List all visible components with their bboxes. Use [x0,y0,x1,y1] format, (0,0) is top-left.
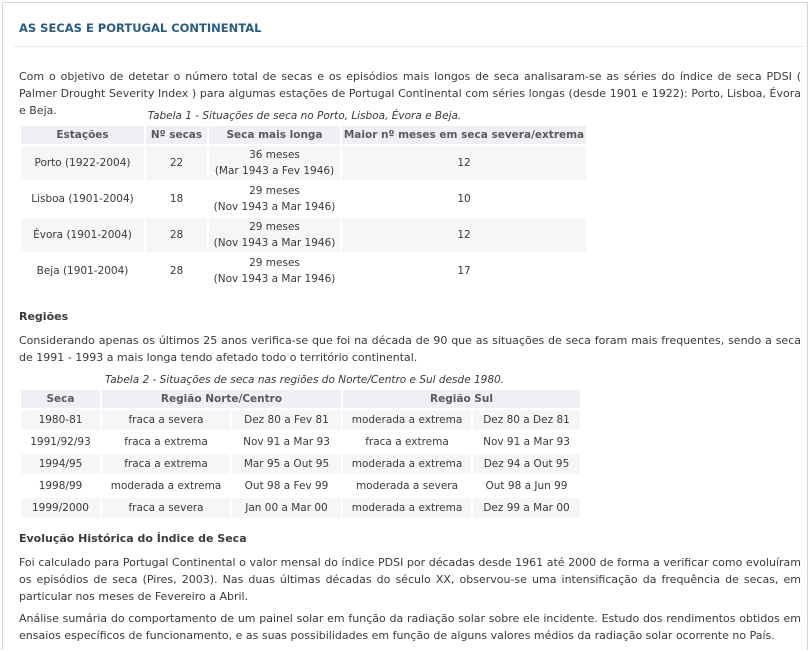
nc-period-cell: Nov 91 a Mar 93 [232,432,341,452]
south-period-cell: Dez 80 a Dez 81 [473,410,580,430]
longest-period: (Nov 1943 a Mar 1946) [213,237,336,249]
count-cell: 18 [146,182,207,216]
south-intensity-cell: fraca a extrema [343,432,471,452]
column-header-stations: Estações [21,126,144,144]
seca-cell: 1998/99 [21,476,100,496]
count-cell: 28 [146,218,207,252]
nc-intensity-cell: fraca a extrema [102,454,230,474]
months-cell: 17 [342,254,586,288]
longest-period: (Mar 1943 a Fev 1946) [214,165,335,177]
longest-period: (Nov 1943 a Mar 1946) [213,273,336,285]
table-droughts-stations [19,124,588,290]
table-row [21,410,580,430]
south-period-cell: Dez 94 a Out 95 [473,454,580,474]
table-row [21,182,586,216]
seca-cell: 1991/92/93 [21,432,100,452]
station-cell: Beja (1901-2004) [21,254,144,288]
nc-period-cell: Out 98 a Fev 99 [232,476,341,496]
nc-period-cell: Jan 00 a Mar 00 [232,498,341,518]
longest-cell [209,182,340,216]
section-heading-regions: Regiões [19,310,69,323]
months-cell: 12 [342,146,586,180]
table1-caption: Tabela 1 - Situações de seca no Porto, Lisboa, Évora e Beja. [147,110,462,122]
south-intensity-cell: moderada a severa [343,476,471,496]
table-row [21,146,586,180]
column-header-seca: Seca [21,390,100,408]
south-period-cell: Dez 99 a Mar 00 [473,498,580,518]
nc-period-cell: Mar 95 a Out 95 [232,454,341,474]
table-row [21,432,580,452]
south-intensity-cell: moderada a extrema [343,498,471,518]
count-cell: 28 [146,254,207,288]
station-cell: Porto (1922-2004) [21,146,144,180]
table-row [21,498,580,518]
intro-paragraph: Com o objetivo de detetar o número total de secas e os episódios mais longos de seca analisaram-se as séries do índice de seca PDSI ( Palmer Drought Severity Index ) para algumas estações de Portugal Continental com séries longas (desde 1901 e 1922): Porto, Lisboa, Évora e Beja. [19,70,801,117]
column-header-months: Maior nº meses em seca severa/extrema [342,126,586,144]
evolution-paragraph: Foi calculado para Portugal Continental o valor mensal do índice PDSI por décadas desde 1961 até 2000 de forma a verificar como evoluíram os episódios de seca (Pires, 2003). Nas duas últimas décadas do século XX, observou-se uma intensificação da frequência de secas, em particular nos meses de Fevereiro a Abril. [19,556,801,603]
months-cell: 10 [342,182,586,216]
south-intensity-cell: moderada a extrema [343,454,471,474]
longest-cell [209,146,340,180]
solar-paragraph: Análise sumária do comportamento de um painel solar em função da radiação solar sobre ele incidente. Estudo dos rendimentos obtidos em ensaios específicos de funcionamento, e as suas possibilidades em função de alguns valores médios da radiação solar ocorrente no País. [19,612,801,642]
table-row [21,254,586,288]
station-cell: Lisboa (1901-2004) [21,182,144,216]
column-header-count: Nº secas [146,126,207,144]
count-cell: 22 [146,146,207,180]
longest-duration: 36 meses [249,149,300,161]
column-header-longest: Seca mais longa [209,126,340,144]
longest-duration: 29 meses [249,221,300,233]
longest-duration: 29 meses [249,185,300,197]
nc-intensity-cell: fraca a extrema [102,432,230,452]
column-header-south: Região Sul [343,390,580,408]
nc-intensity-cell: moderada a extrema [102,476,230,496]
months-cell: 12 [342,218,586,252]
longest-cell [209,254,340,288]
south-period-cell: Out 98 a Jun 99 [473,476,580,496]
seca-cell: 1999/2000 [21,498,100,518]
section-heading-evolution: Evolução Histórica do Índice de Seca [19,532,247,545]
longest-duration: 29 meses [249,257,300,269]
seca-cell: 1980-81 [21,410,100,430]
nc-intensity-cell: fraca a severa [102,498,230,518]
column-header-north-centre: Região Norte/Centro [102,390,341,408]
page-title: AS SECAS E PORTUGAL CONTINENTAL [19,21,262,35]
nc-intensity-cell: fraca a severa [102,410,230,430]
seca-cell: 1994/95 [21,454,100,474]
table2-caption: Tabela 2 - Situações de seca nas regiões do Norte/Centro e Sul desde 1980. [104,374,505,386]
regions-paragraph: Considerando apenas os últimos 25 anos verifica-se que foi na década de 90 que as situações de seca foram mais frequentes, sendo a seca de 1991 - 1993 a mais longa tendo afetado todo o território continental. [19,334,801,364]
south-period-cell: Nov 91 a Mar 93 [473,432,580,452]
table-row [21,476,580,496]
title-divider [14,46,804,47]
station-cell: Évora (1901-2004) [21,218,144,252]
longest-period: (Nov 1943 a Mar 1946) [213,201,336,213]
table-row [21,218,586,252]
table-row [21,454,580,474]
longest-cell [209,218,340,252]
table-droughts-regions [19,388,582,520]
nc-period-cell: Dez 80 a Fev 81 [232,410,341,430]
south-intensity-cell: moderada a extrema [343,410,471,430]
